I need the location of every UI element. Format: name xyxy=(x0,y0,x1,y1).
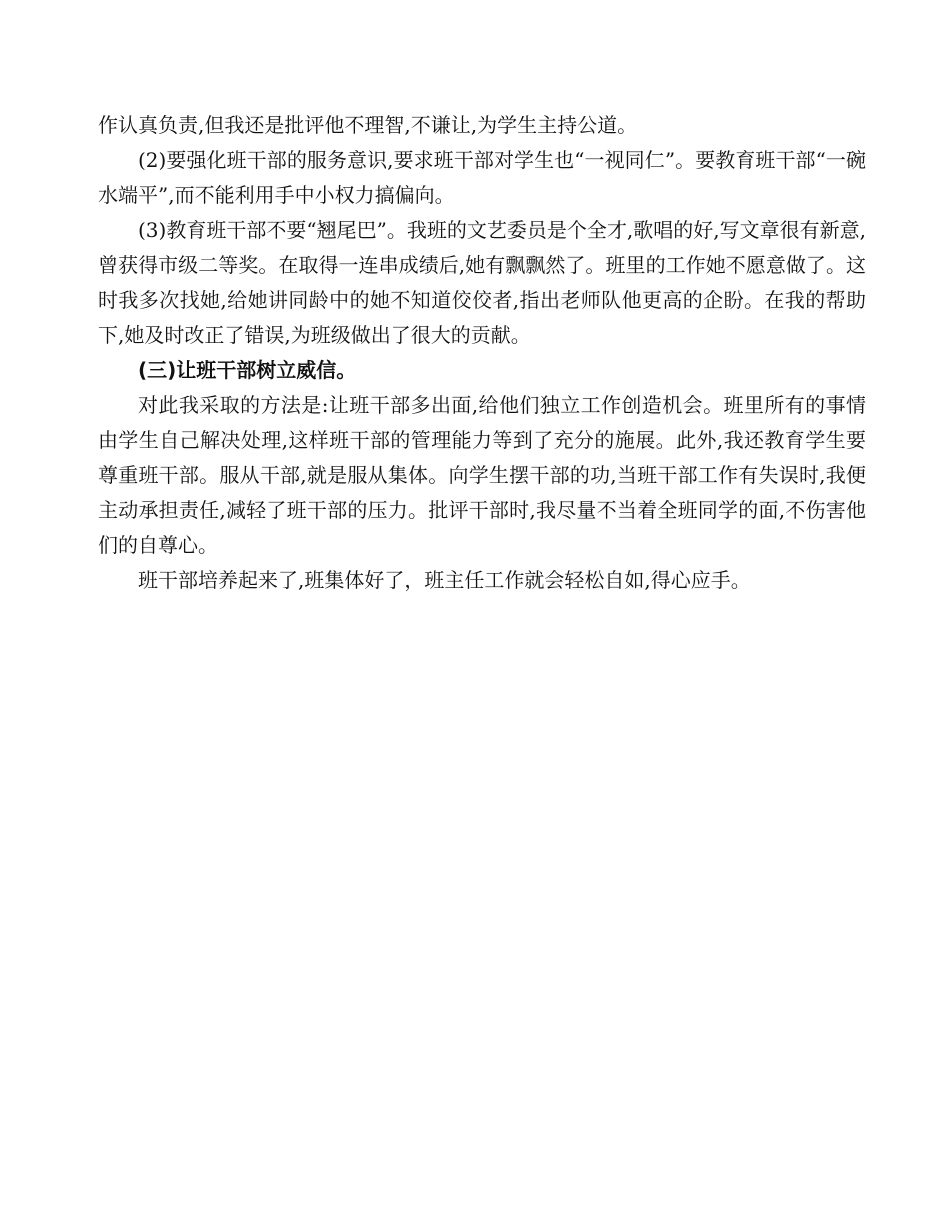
paragraph-method: 对此我采取的方法是:让班干部多出面,给他们独立工作创造机会。班里所有的事情由学生自己解决处理,这样班干部的管理能力等到了充分的施展。此外,我还教育学生要尊重班干部。服从干部,就是服从集体。向学生摆干部的功,当班干部工作有失误时,我便主动承担责任,减轻了班干部的压力。批评干部时,我尽量不当着全班同学的面,不伤害他们的自尊心。 xyxy=(98,393,866,557)
paragraph-item-2: (2)要强化班干部的服务意识,要求班干部对学生也“一视同仁”。要教育班干部“一碗水端平”,而不能利用手中小权力搞偏向。 xyxy=(98,148,866,207)
paragraph-continuation: 作认真负责,但我还是批评他不理智,不谦让,为学生主持公道。 xyxy=(98,113,638,137)
document-body xyxy=(98,108,866,598)
paragraph-conclusion: 班干部培养起来了,班集体好了，班主任工作就会轻松自如,得心应手。 xyxy=(138,568,751,592)
paragraph-item-3: (3)教育班干部不要“翘尾巴”。我班的文艺委员是个全才,歌唱的好,写文章很有新意,曾获得市级二等奖。在取得一连串成绩后,她有飘飘然了。班里的工作她不愿意做了。这时我多次找她,给她讲同龄中的她不知道佼佼者,指出老师队他更高的企盼。在我的帮助下,她及时改正了错误,为班级做出了很大的贡献。 xyxy=(98,218,866,347)
section-heading: (三)让班干部树立威信。 xyxy=(138,358,357,382)
